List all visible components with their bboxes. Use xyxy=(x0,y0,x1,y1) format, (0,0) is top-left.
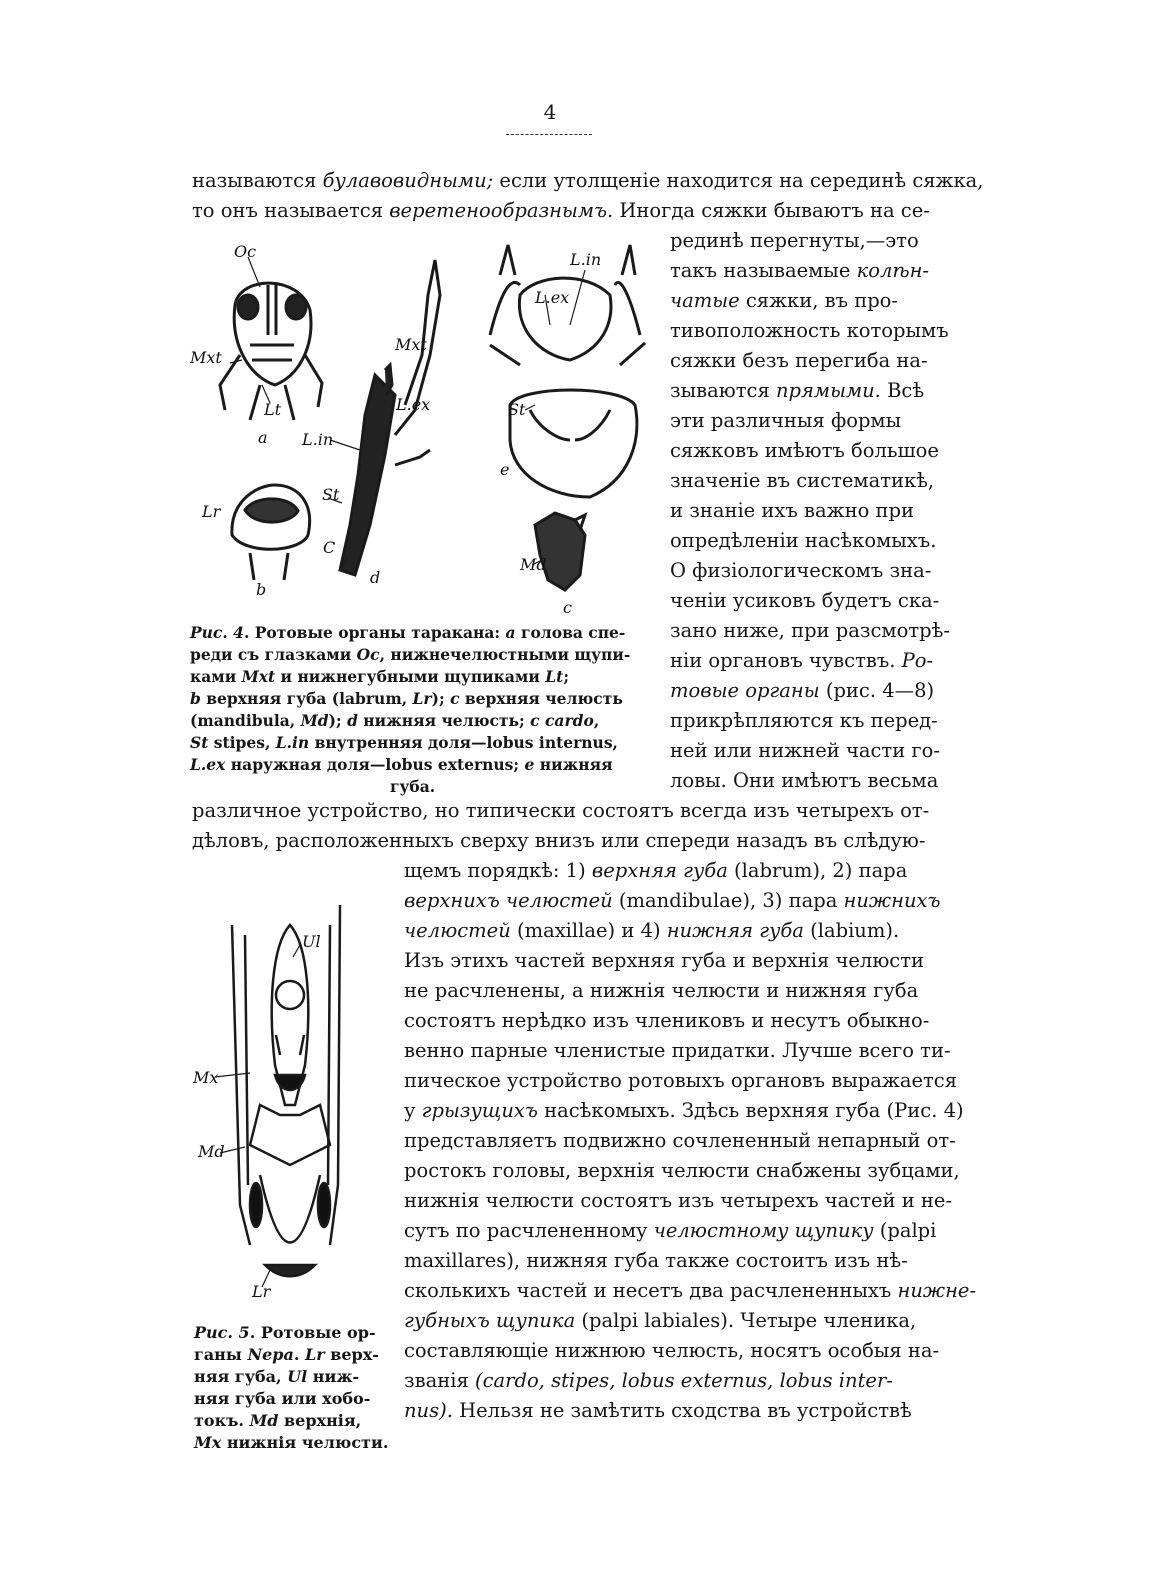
label-c: c xyxy=(563,598,572,617)
figure-5-caption-line: Mx нижнія челюсти. xyxy=(194,1433,389,1452)
text-line: различное устройство, но типически состоятъ всегда изъ четырехъ от- xyxy=(192,799,930,822)
figure-5-caption-line: няя губа, Ul ниж- xyxy=(194,1367,360,1386)
figure-4-caption-line: (mandibula, Md); d нижняя челюсть; c cardo, xyxy=(190,711,600,730)
label-mx: Mx xyxy=(193,1068,219,1087)
text-line: ней или нижней части го- xyxy=(670,739,940,762)
text-line: у грызущихъ насѣкомыхъ. Здѣсь верхняя губа (Рис. 4) xyxy=(404,1099,964,1122)
figure-4-caption-line: ками Mxt и нижнегубными щупиками Lt; xyxy=(190,667,570,686)
figure-5-illustration xyxy=(190,885,390,1300)
figure-4c-mandible xyxy=(535,513,585,590)
figure-4-caption-line: St stipes, L.in внутренняя доля—lobus internus, xyxy=(190,733,618,752)
text-line: такъ называемые колѣн- xyxy=(670,259,930,282)
text-line: ченіи усиковъ будетъ ска- xyxy=(670,589,940,612)
text-line: ніи органовъ чувствъ. Ро- xyxy=(670,649,934,672)
figure-4d-maxilla xyxy=(340,375,395,575)
figure-5-caption-line: токъ. Md верхнія, xyxy=(194,1411,362,1430)
figure-5-caption-line: Рис. 5. Ротовые ор- xyxy=(194,1323,376,1342)
text-line: опредѣленіи насѣкомыхъ. xyxy=(670,529,937,552)
label-st-e: St xyxy=(508,400,526,419)
label-lex-e: L.ex xyxy=(535,288,570,307)
text-line: то онъ называется веретенообразнымъ. Иногда сяжки бываютъ на се- xyxy=(192,199,930,222)
text-line: нижнія челюсти состоятъ изъ четырехъ частей и не- xyxy=(404,1189,953,1212)
text-line: зываются прямыми. Всѣ xyxy=(670,379,925,402)
text-line: челюстей (maxillae) и 4) нижняя губа (labium). xyxy=(404,919,900,942)
label-ul: Ul xyxy=(302,932,321,951)
figure-5-caption-line: ганы Nepa. Lr верх- xyxy=(194,1345,379,1364)
text-line: сяжки безъ перегиба на- xyxy=(670,349,928,372)
page-number-rule xyxy=(506,134,592,135)
text-line: значеніе въ систематикѣ, xyxy=(670,469,935,492)
text-line: и знаніе ихъ важно при xyxy=(670,499,914,522)
text-line: maxillares), нижняя губа также состоитъ изъ нѣ- xyxy=(404,1249,908,1272)
label-a: a xyxy=(258,428,268,447)
label-mxt-a: Mxt xyxy=(190,348,222,367)
label-lin-e: L.in xyxy=(570,250,602,269)
text-line: пическое устройство ротовыхъ органовъ выражается xyxy=(404,1069,957,1092)
text-line: прикрѣпляются къ перед- xyxy=(670,709,938,732)
label-d: d xyxy=(370,568,381,587)
label-md5: Md xyxy=(198,1142,225,1161)
text-line: nus). Нельзя не замѣтить сходства въ устройствѣ xyxy=(404,1399,912,1422)
text-line: эти различныя формы xyxy=(670,409,902,432)
text-line: называются булавовидными; если утолщеніе находится на серединѣ сяжка, xyxy=(192,169,984,192)
figure-4-illustration xyxy=(190,235,660,620)
text-line: представляетъ подвижно сочлененный непарный от- xyxy=(404,1129,956,1152)
text-line: О физіологическомъ зна- xyxy=(670,559,932,582)
text-line: губныхъ щупика (palpi labiales). Четыре членика, xyxy=(404,1309,917,1332)
text-line: сяжковъ имѣютъ большое xyxy=(670,439,939,462)
label-lr: Lr xyxy=(202,502,221,521)
label-oc: Oc xyxy=(234,242,257,261)
text-line: дѣловъ, расположенныхъ сверху внизъ или спереди назадъ въ слѣдую- xyxy=(192,829,926,852)
figure-4-caption-line: L.ex наружная доля—lobus externus; e нижняя xyxy=(190,755,613,774)
text-line: званія (cardo, stipes, lobus externus, lobus inter- xyxy=(404,1369,893,1392)
label-e: e xyxy=(500,460,510,479)
figure-4e-labium xyxy=(510,390,637,497)
text-line: ловы. Они имѣютъ весьма xyxy=(670,769,939,792)
text-line: сутъ по расчлененному челюстному щупику (palpi xyxy=(404,1219,937,1242)
text-line: состоятъ нерѣдко изъ члениковъ и несутъ обыкно- xyxy=(404,1009,930,1032)
label-lt: Lt xyxy=(264,400,282,419)
figure-5-caption-line: няя губа или хобо- xyxy=(194,1389,371,1408)
text-line: не расчленены, а нижнія челюсти и нижняя губа xyxy=(404,979,919,1002)
text-line: щемъ порядкѣ: 1) верхняя губа (labrum), 2) пара xyxy=(404,859,908,882)
text-line: тивоположность которымъ xyxy=(670,319,949,342)
text-line: зано ниже, при разсмотрѣ- xyxy=(670,619,950,642)
text-line: составляющіе нижнюю челюсть, носятъ особыя на- xyxy=(404,1339,940,1362)
page-number: 4 xyxy=(543,100,557,124)
label-b: b xyxy=(256,580,267,599)
figure-4-caption-line: губа. xyxy=(390,777,436,796)
text-line: товые органы (рис. 4—8) xyxy=(670,679,935,702)
text-line: венно парные членистые придатки. Лучше всего ти- xyxy=(404,1039,951,1062)
label-md: Md xyxy=(520,555,547,574)
label-mxt-d: Mxt xyxy=(395,335,427,354)
figure-4-caption-line: Рис. 4. Ротовые органы таракана: a голова спе- xyxy=(190,623,626,642)
label-lex-d: L.ex xyxy=(396,395,431,414)
figure-4-caption-line: реди съ глазками Oc, нижнечелюстными щупи- xyxy=(190,645,631,664)
figure-4-caption-line: b верхняя губа (labrum, Lr); c верхняя челюсть xyxy=(190,689,623,708)
text-line: рединѣ перегнуты,—это xyxy=(670,229,919,252)
text-line: верхнихъ челюстей (mandibulae), 3) пара нижнихъ xyxy=(404,889,941,912)
text-line: чатые сяжки, въ про- xyxy=(670,289,899,312)
label-c-d: C xyxy=(323,538,336,557)
text-line: ростокъ головы, верхнія челюсти снабжены зубцами, xyxy=(404,1159,960,1182)
label-lr5: Lr xyxy=(252,1282,271,1300)
text-line: Изъ этихъ частей верхняя губа и верхнія челюсти xyxy=(404,949,924,972)
label-st-d: St xyxy=(322,485,340,504)
text-line: сколькихъ частей и несетъ два расчлененныхъ нижне- xyxy=(404,1279,977,1302)
label-lin-d: L.in xyxy=(302,430,334,449)
